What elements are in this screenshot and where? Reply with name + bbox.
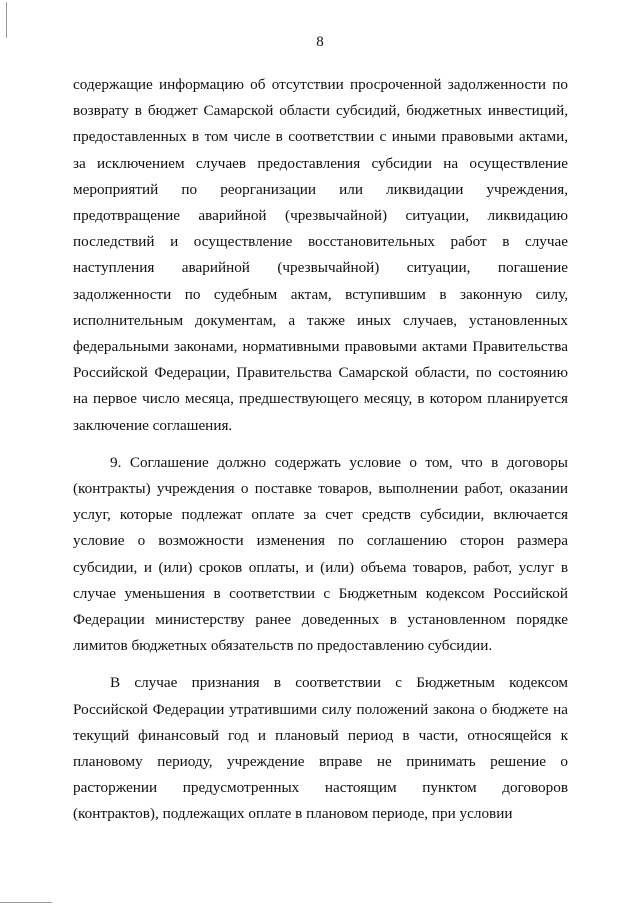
paragraph-continuation: содержащие информацию об отсутствии просроченной задолженности по возврату в бюджет Самарской области субсидий, бюджетных инвестиций, предоставленных в том числе в соответствии с иными правовыми актами, за исключением случаев предоставления субсидии на осуществление мероприятий по реорганизации или ликвидации учреждения, предотвращение аварийной (чрезвычайной) ситуации, ликвидацию последствий и осуществление восстановительных работ в случае наступления аварийной (чрезвычайной) ситуации, погашение задолженности по судебным актам, вступившим в законную силу, исполнительным документам, а также иных случаев, установленных федеральными законами, нормативными правовыми актами Правительства Российской Федерации, Правительства Самарской области, по состоянию на первое число месяца, предшествующего месяцу, в котором планируется заключение соглашения. (73, 76, 568, 434)
scan-edge-mark-bottom (0, 902, 52, 903)
paragraph-clause-9: 9. Соглашение должно содержать условие о том, что в договоры (контракты) учреждения о поставке товаров, выполнении работ, оказании услуг, которые подлежат оплате за счет средств субсидии, включается условие о возможности изменения по соглашению сторон размера субсидии, и (или) сроков оплаты, и (или) объема товаров, работ, услуг в случае уменьшения в соответствии с Бюджетным кодексом Российской Федерации министерству ранее доведенных в установленном порядке лимитов бюджетных обязательств по предоставлению субсидии. (73, 453, 568, 655)
scan-edge-mark (6, 2, 7, 38)
page-number: 8 (316, 34, 324, 50)
document-body (73, 72, 568, 828)
paragraph-budget-law-case: В случае признания в соответствии с Бюджетным кодексом Российской Федерации утратившими силу положений закона о бюджете на текущий финансовый год и плановый период в части, относящейся к плановому периоду, учреждение вправе не принимать решение о расторжении предусмотренных настоящим пунктом договоров (контрактов), подлежащих оплате в плановом периоде, при условии (73, 674, 568, 823)
